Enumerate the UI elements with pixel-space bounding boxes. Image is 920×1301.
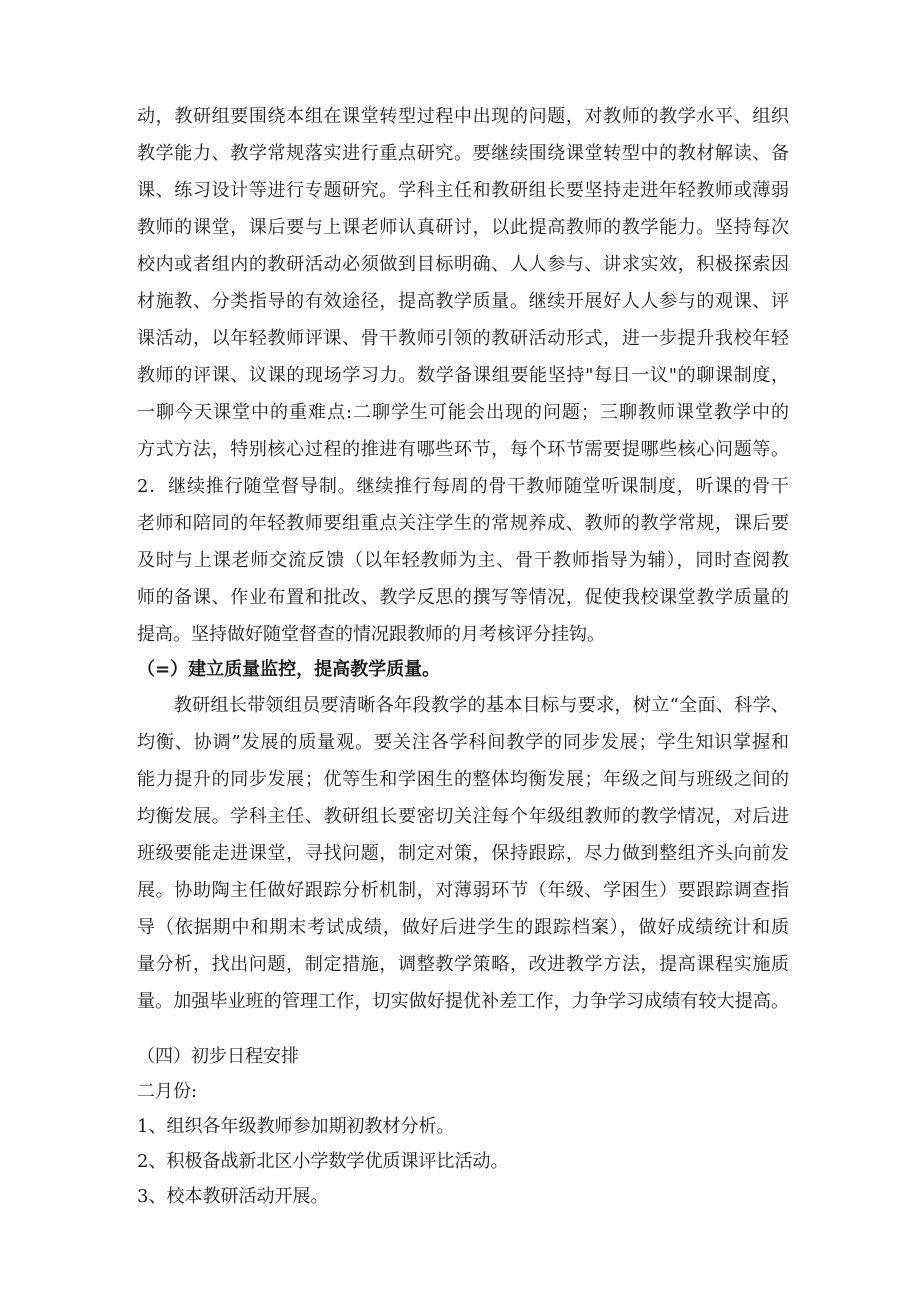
text-line: 能力提升的同步发展；优等生和学困生的整体均衡发展；年级之间与班级之间的: [137, 769, 789, 790]
paragraph-quality-monitoring: [137, 687, 789, 1020]
document-page: [137, 98, 789, 1214]
section-heading-quality: （=）建立质量监控，提高教学质量。: [137, 659, 441, 680]
text-line: 展。协助陶主任做好跟踪分析机制，对薄弱环节（年级、学困生）要跟踪调查指: [137, 880, 789, 901]
paragraph-teaching-research: [137, 98, 789, 468]
text-line: 老师和陪同的年轻教师要组重点关注学生的常规养成、教师的教学常规，课后要: [137, 513, 789, 534]
text-line: 2．继续推行随堂督导制。继续推行每周的骨干教师随堂听课制度，听课的骨干: [137, 476, 789, 497]
text-line: 提高。坚持做好随堂督查的情况跟教师的月考核评分挂钩。: [137, 624, 605, 645]
list-item: 2、积极备战新北区小学数学优质课评比活动。: [137, 1151, 509, 1172]
text-line: 教师的评课、议课的现场学习力。数学备课组要能坚持"每日一议"的聊课制度，: [137, 365, 789, 386]
text-line: 教师的课堂，课后要与上课老师认真研讨，以此提高教师的教学能力。坚持每次: [137, 217, 789, 238]
text-line: 及时与上课老师交流反馈（以年轻教师为主、骨干教师指导为辅），同时查阅教: [137, 550, 789, 571]
text-line: 校内或者组内的教研活动必须做到目标明确、人人参与、讲求实效，积极探索因: [137, 254, 789, 275]
text-line: 教研组长带领组员要清晰各年段教学的基本目标与要求，树立“全面、科学、: [137, 695, 789, 716]
text-line: 一聊今天课堂中的重难点:二聊学生可能会出现的问题；三聊教师课堂教学中的: [137, 402, 789, 423]
schedule-list: [137, 1109, 789, 1214]
text-line: 师的备课、作业布置和批改、教学反思的撰写等情况，促使我校课堂教学质量的: [137, 587, 789, 608]
text-line: 方式方法，特别核心过程的推进有哪些环节，每个环节需要提哪些核心问题等。: [137, 439, 789, 460]
text-line: 课活动，以年轻教师评课、骨干教师引领的教研活动形式，进一步提升我校年轻: [137, 328, 789, 349]
text-line: 教学能力、教学常规落实进行重点研究。要继续围绕课堂转型中的教材解读、备: [137, 143, 789, 164]
text-line: 量分析，找出问题，制定措施，调整教学策略，改进教学方法，提高课程实施质: [137, 954, 789, 975]
text-line: 材施教、分类指导的有效途径，提高教学质量。继续开展好人人参与的观课、评: [137, 291, 789, 312]
text-line: 导（依据期中和期末考试成绩，做好后进学生的跟踪档案），做好成绩统计和质: [137, 917, 789, 938]
text-line: 班级要能走进课堂，寻找问题，制定对策，保持跟踪，尽力做到整组齐头向前发: [137, 843, 789, 864]
paragraph-classroom-supervision: [137, 468, 789, 653]
spacer: [137, 1020, 789, 1040]
month-label: 二月份:: [137, 1081, 198, 1102]
section-heading-schedule: （四）初步日程安排: [137, 1046, 299, 1067]
text-line: 动，教研组要围绕本组在课堂转型过程中出现的问题，对教师的教学水平、组织: [137, 106, 789, 127]
list-item: 3、校本教研活动开展。: [137, 1186, 329, 1207]
text-line: 量。加强毕业班的管理工作，切实做好提优补差工作，力争学习成绩有较大提高。: [137, 991, 789, 1012]
text-line: 课、练习设计等进行专题研究。学科主任和教研组长要坚持走进年轻教师或薄弱: [137, 180, 789, 201]
text-line: 均衡、协调”发展的质量观。要关注各学科间教学的同步发展；学生知识掌握和: [137, 732, 789, 753]
text-line: 均衡发展。学科主任、教研组长要密切关注每个年级组教师的教学情况，对后进: [137, 806, 789, 827]
list-item: 1、组织各年级教师参加期初教材分析。: [137, 1116, 455, 1137]
